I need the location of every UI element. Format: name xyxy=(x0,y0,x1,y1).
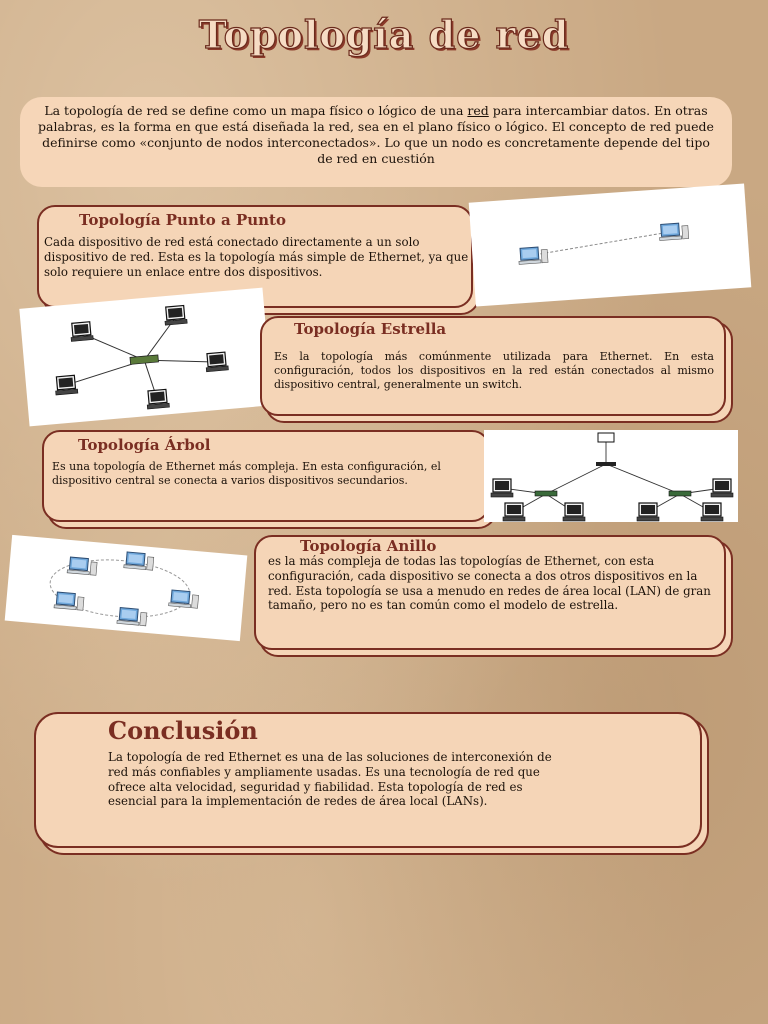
intro-panel xyxy=(20,97,732,187)
p2p-heading: Topología Punto a Punto xyxy=(79,211,286,229)
conclusion-heading: Conclusión xyxy=(108,716,258,745)
tree-diagram-image xyxy=(484,430,738,522)
conclusion-card xyxy=(34,712,702,848)
star-diagram-image xyxy=(19,288,272,427)
page-title: Topología de red xyxy=(198,12,570,57)
star-text: Es la topología más comúnmente utilizada para Ethernet. En esta configuración, todos los dispositivos en la red están conectados al mismo dispositivo central, generalmente un switch. xyxy=(274,350,714,391)
ring-card xyxy=(254,535,726,650)
intro-text-end: para intercambiar datos. En otras palabras, es la forma en que está diseñada la red, sea en el plano físico o lógico. El concepto de red puede definirse como «conjunto de nodos interconectados». Lo que un nodo es concretamente depende del tipo de red en cuestión xyxy=(38,103,714,166)
ring-text: es la más compleja de todas las topologías de Ethernet, con esta configuración, cada dispositivo se conecta a dos otros dispositivos en la red. Esta topología se usa a menudo en redes de área local (LAN) de gran tamaño, pero no es tan común como el modelo de estrella. xyxy=(268,554,711,613)
p2p-text: Cada dispositivo de red está conectado directamente a un solo dispositivo de red. Esta es la topología más simple de Ethernet, ya que solo requiere un enlace entre dos dispositivos. xyxy=(44,235,469,279)
p2p-diagram-image xyxy=(469,184,752,307)
ring-diagram-image xyxy=(5,535,248,641)
tree-text: Es una topología de Ethernet más compleja. En esta configuración, el dispositivo central se conecta a varios dispositivos secundarios. xyxy=(52,460,441,487)
tree-card xyxy=(42,430,490,522)
star-card xyxy=(260,316,726,416)
conclusion-text: La topología de red Ethernet es una de las soluciones de interconexión de red más confiables y ampliamente usadas. Es una tecnología de red que ofrece alta velocidad, seguridad y fiabilidad. Esta topología de red es esencial para la implementación de redes de área local (LANs). xyxy=(108,750,552,809)
ring-heading: Topología Anillo xyxy=(300,537,437,555)
star-heading: Topología Estrella xyxy=(294,320,447,338)
tree-heading: Topología Árbol xyxy=(78,436,211,454)
intro-text-start: La topología de red se define como un mapa físico o lógico de una xyxy=(44,103,468,118)
intro-link-red[interactable]: red xyxy=(467,103,489,118)
